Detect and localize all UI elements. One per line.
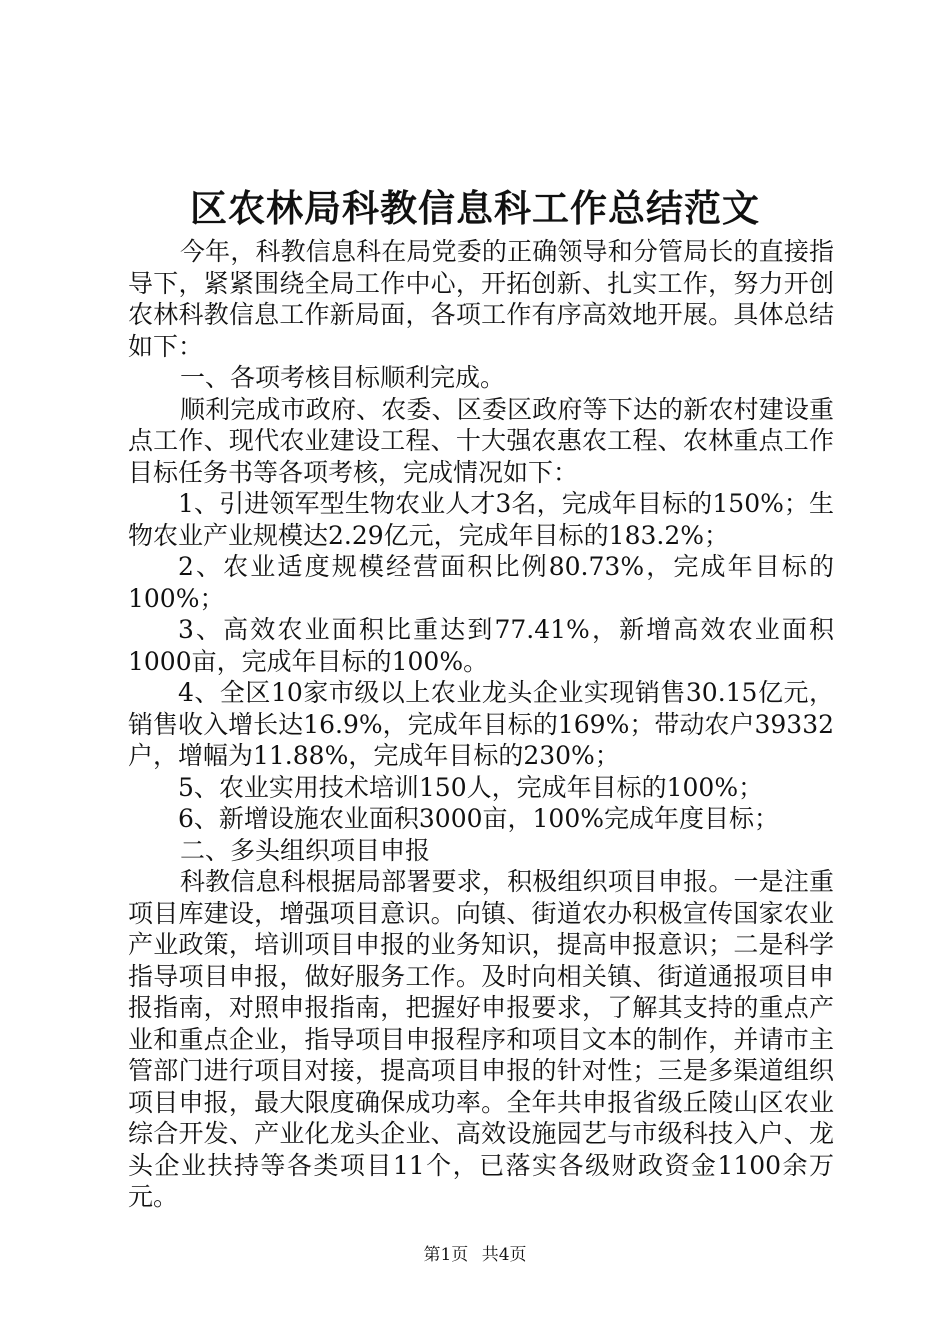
- document-body: [128, 236, 834, 1213]
- list-item-1: 1、引进领军型生物农业人才3名，完成年目标的150%；生物农业产业规模达2.29亿元，完成年目标的183.2%；: [128, 489, 834, 550]
- list-item-5: 5、农业实用技术培训150人，完成年目标的100%；: [178, 772, 764, 802]
- paragraph-section-1: 顺利完成市政府、农委、区委区政府等下达的新农村建设重点工作、现代农业建设工程、十大强农惠农工程、农林重点工作目标任务书等各项考核，完成情况如下：: [128, 394, 834, 487]
- paragraph-section-2: 科教信息科根据局部署要求，积极组织项目申报。一是注重项目库建设，增强项目意识。向镇、街道农办积极宣传国家农业产业政策，培训项目申报的业务知识，提高申报意识；二是科学指导项目申报，做好服务工作。及时向相关镇、街道通报项目申报指南，对照申报指南，把握好申报要求，了解其支持的重点产业和重点企业，指导项目申报程序和项目文本的制作，并请市主管部门进行项目对接，提高项目申报的针对性；三是多渠道组织项目申报，最大限度确保成功率。全年共申报省级丘陵山区农业综合开发、产业化龙头企业、高效设施园艺与市级科技入户、龙头企业扶持等各类项目11个，已落实各级财政资金1100余万元。: [128, 867, 834, 1211]
- list-item-2: 2、农业适度规模经营面积比例80.73%，完成年目标的100%；: [128, 552, 834, 613]
- list-item-6: 6、新增设施农业面积3000亩，100%完成年度目标；: [178, 804, 780, 833]
- section-heading-1: 一、各项考核目标顺利完成。: [180, 363, 506, 392]
- page-number: 第1页: [423, 1245, 469, 1265]
- list-item-4: 4、全区10家市级以上农业龙头企业实现销售30.15亿元，销售收入增长达16.9%，完成年目标的169%；带动农户39332户，增幅为11.88%，完成年目标的230%；: [128, 678, 834, 770]
- document-title: 区农林局科教信息科工作总结范文: [190, 186, 760, 230]
- paragraph-intro: 今年，科教信息科在局党委的正确领导和分管局长的直接指导下，紧紧围绕全局工作中心，开拓创新、扎实工作，努力开创农林科教信息工作新局面，各项工作有序高效地开展。具体总结如下：: [128, 237, 834, 361]
- page-footer: [0, 1244, 950, 1266]
- section-heading-2: 二、多头组织项目申报: [180, 835, 431, 865]
- list-item-3: 3、高效农业面积比重达到77.41%，新增高效农业面积1000亩，完成年目标的100%。: [128, 615, 834, 676]
- page-total: 共4页: [481, 1245, 527, 1265]
